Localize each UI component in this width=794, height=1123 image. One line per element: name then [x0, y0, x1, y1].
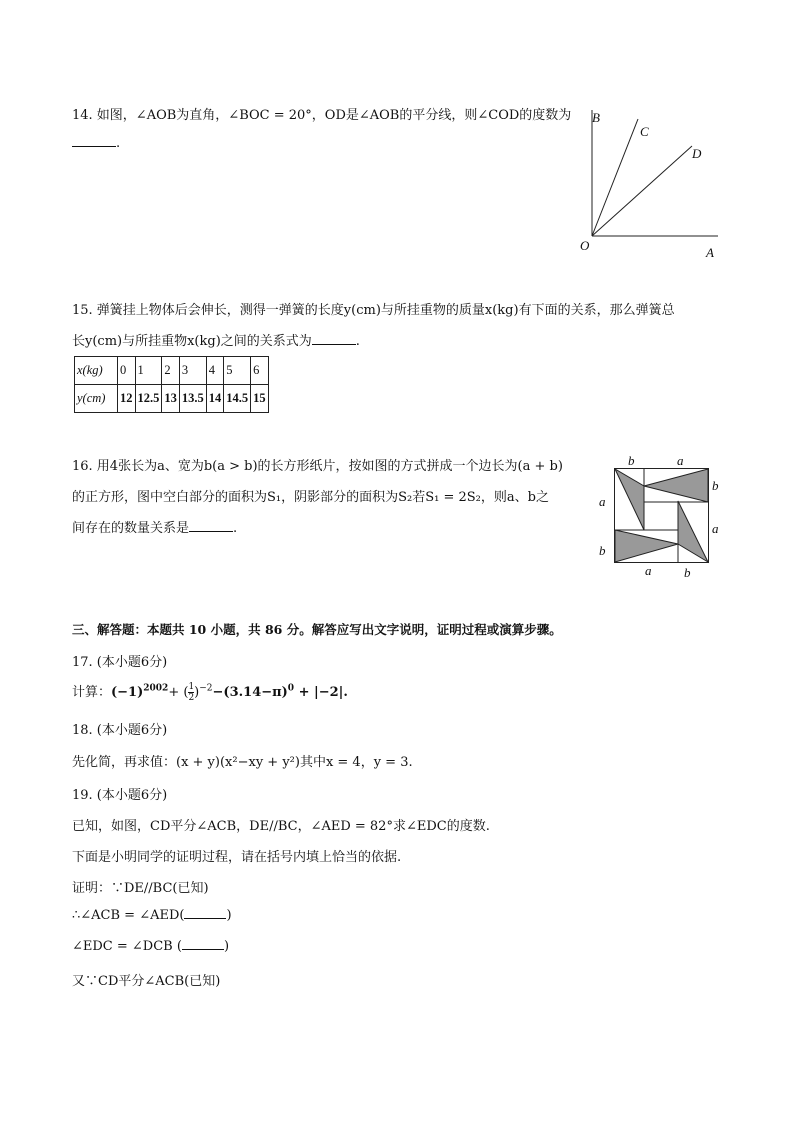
expr-part: + |−2|. [294, 685, 348, 700]
q15-period: . [355, 334, 360, 349]
section-heading: 三、解答题：本题共 10 小题，共 86 分。解答应写出文字说明，证明过程或演算步骤。 [72, 622, 562, 637]
q19-proof-1: 证明：∵DE//BC(已知) [72, 881, 209, 896]
proof-paren: ) [226, 908, 232, 923]
q18-text: 先化简，再求值：(x + y)(x²−xy + y²)其中x = 4，y = 3. [72, 755, 413, 770]
expr-part: + ( [168, 685, 189, 700]
table-header-y: y(cm) [75, 385, 118, 413]
table-cell: 14 [206, 385, 224, 413]
q16-text-3 [72, 517, 237, 536]
label-left-a: a [599, 494, 606, 509]
spring-data-table [74, 356, 269, 413]
label-bottom-a: a [645, 563, 652, 578]
expr-part: (−1) [111, 685, 144, 700]
label-top-b: b [628, 453, 635, 468]
table-row [75, 357, 269, 385]
label-bottom-b: b [684, 565, 691, 580]
table-cell: 14.5 [224, 385, 251, 413]
q19-text-2: 下面是小明同学的证明过程，请在括号内填上恰当的依据. [72, 850, 402, 865]
table-cell: 5 [224, 357, 251, 385]
table-cell: 4 [206, 357, 224, 385]
q16-period: . [233, 521, 238, 536]
proof-statement: ∴∠ACB = ∠AED( [72, 908, 185, 923]
answer-blank [189, 531, 233, 532]
q14-period: . [116, 136, 121, 151]
ray-oc [592, 119, 638, 236]
q17-prefix: 计算： [72, 685, 112, 700]
table-cell: 12.5 [135, 385, 162, 413]
answer-blank [184, 918, 226, 919]
table-row [75, 385, 269, 413]
table-cell: 0 [118, 357, 136, 385]
label-right-b: b [712, 478, 719, 493]
expr-part: −(3.14−π) [212, 685, 288, 700]
label-o: O [580, 238, 590, 253]
q14-angle-figure [576, 104, 726, 264]
label-d: D [692, 146, 702, 161]
label-right-a: a [712, 521, 719, 536]
q16-text: 16. 用4张长为a、宽为b(a > b)的长方形纸片，按如图的方式拼成一个边长为(a + b) [72, 459, 563, 474]
table-header-x: x(kg) [75, 357, 118, 385]
q14-text: 14. 如图，∠AOB为直角，∠BOC = 20°，OD是∠AOB的平分线，则∠COD的度数为 [72, 108, 572, 123]
table-cell: 3 [179, 357, 206, 385]
answer-blank [72, 146, 116, 147]
q18-title: 18. (本小题6分) [72, 723, 168, 738]
proof-statement: ∠EDC = ∠DCB ( [72, 939, 182, 954]
q19-text-1: 已知，如图，CD平分∠ACB，DE//BC，∠AED = 82°求∠EDC的度数. [72, 819, 490, 834]
label-b: B [592, 110, 600, 125]
exponent: 0 [287, 683, 295, 694]
table-cell: 1 [135, 357, 162, 385]
table-cell: 2 [162, 357, 180, 385]
q17-expression [72, 681, 348, 707]
q15-text-2 [72, 330, 360, 349]
q17-title: 17. (本小题6分) [72, 655, 168, 670]
q16-square-figure [614, 468, 710, 564]
label-left-b: b [599, 543, 606, 558]
answer-blank [312, 344, 356, 345]
table-cell: 13 [162, 385, 180, 413]
q19-title: 19. (本小题6分) [72, 788, 168, 803]
exponent: 2002 [143, 683, 169, 694]
q19-proof-3 [72, 939, 229, 954]
label-a: A [706, 245, 714, 260]
exponent: −2 [199, 683, 213, 694]
proof-paren: ) [223, 939, 230, 954]
fraction-denominator: 2 [188, 693, 195, 703]
label-c: C [640, 124, 649, 139]
table-cell: 15 [251, 385, 269, 413]
q15-text: 15. 弹簧挂上物体后会伸长，测得一弹簧的长度y(cm)与所挂重物的质量x(kg)有下面的关系，那么弹簧总 [72, 303, 675, 318]
table-cell: 13.5 [179, 385, 206, 413]
q14-answer-line [72, 136, 120, 151]
table-cell: 6 [251, 357, 269, 385]
expr-part: ) [194, 685, 200, 700]
q16-text-2: 的正方形，图中空白部分的面积为S₁，阴影部分的面积为S₂若S₁ = 2S₂，则a、b之 [72, 490, 549, 505]
q19-proof-2 [72, 908, 232, 923]
label-top-a: a [677, 453, 684, 468]
ray-od [592, 146, 692, 236]
q16-question: 间存在的数量关系是 [72, 521, 190, 536]
table-cell: 12 [118, 385, 136, 413]
q19-proof-4: 又∵CD平分∠ACB(已知) [72, 974, 221, 989]
q15-question: 长y(cm)与所挂重物x(kg)之间的关系式为 [72, 334, 312, 349]
fraction-numerator: 1 [188, 682, 195, 692]
answer-blank [182, 949, 224, 950]
